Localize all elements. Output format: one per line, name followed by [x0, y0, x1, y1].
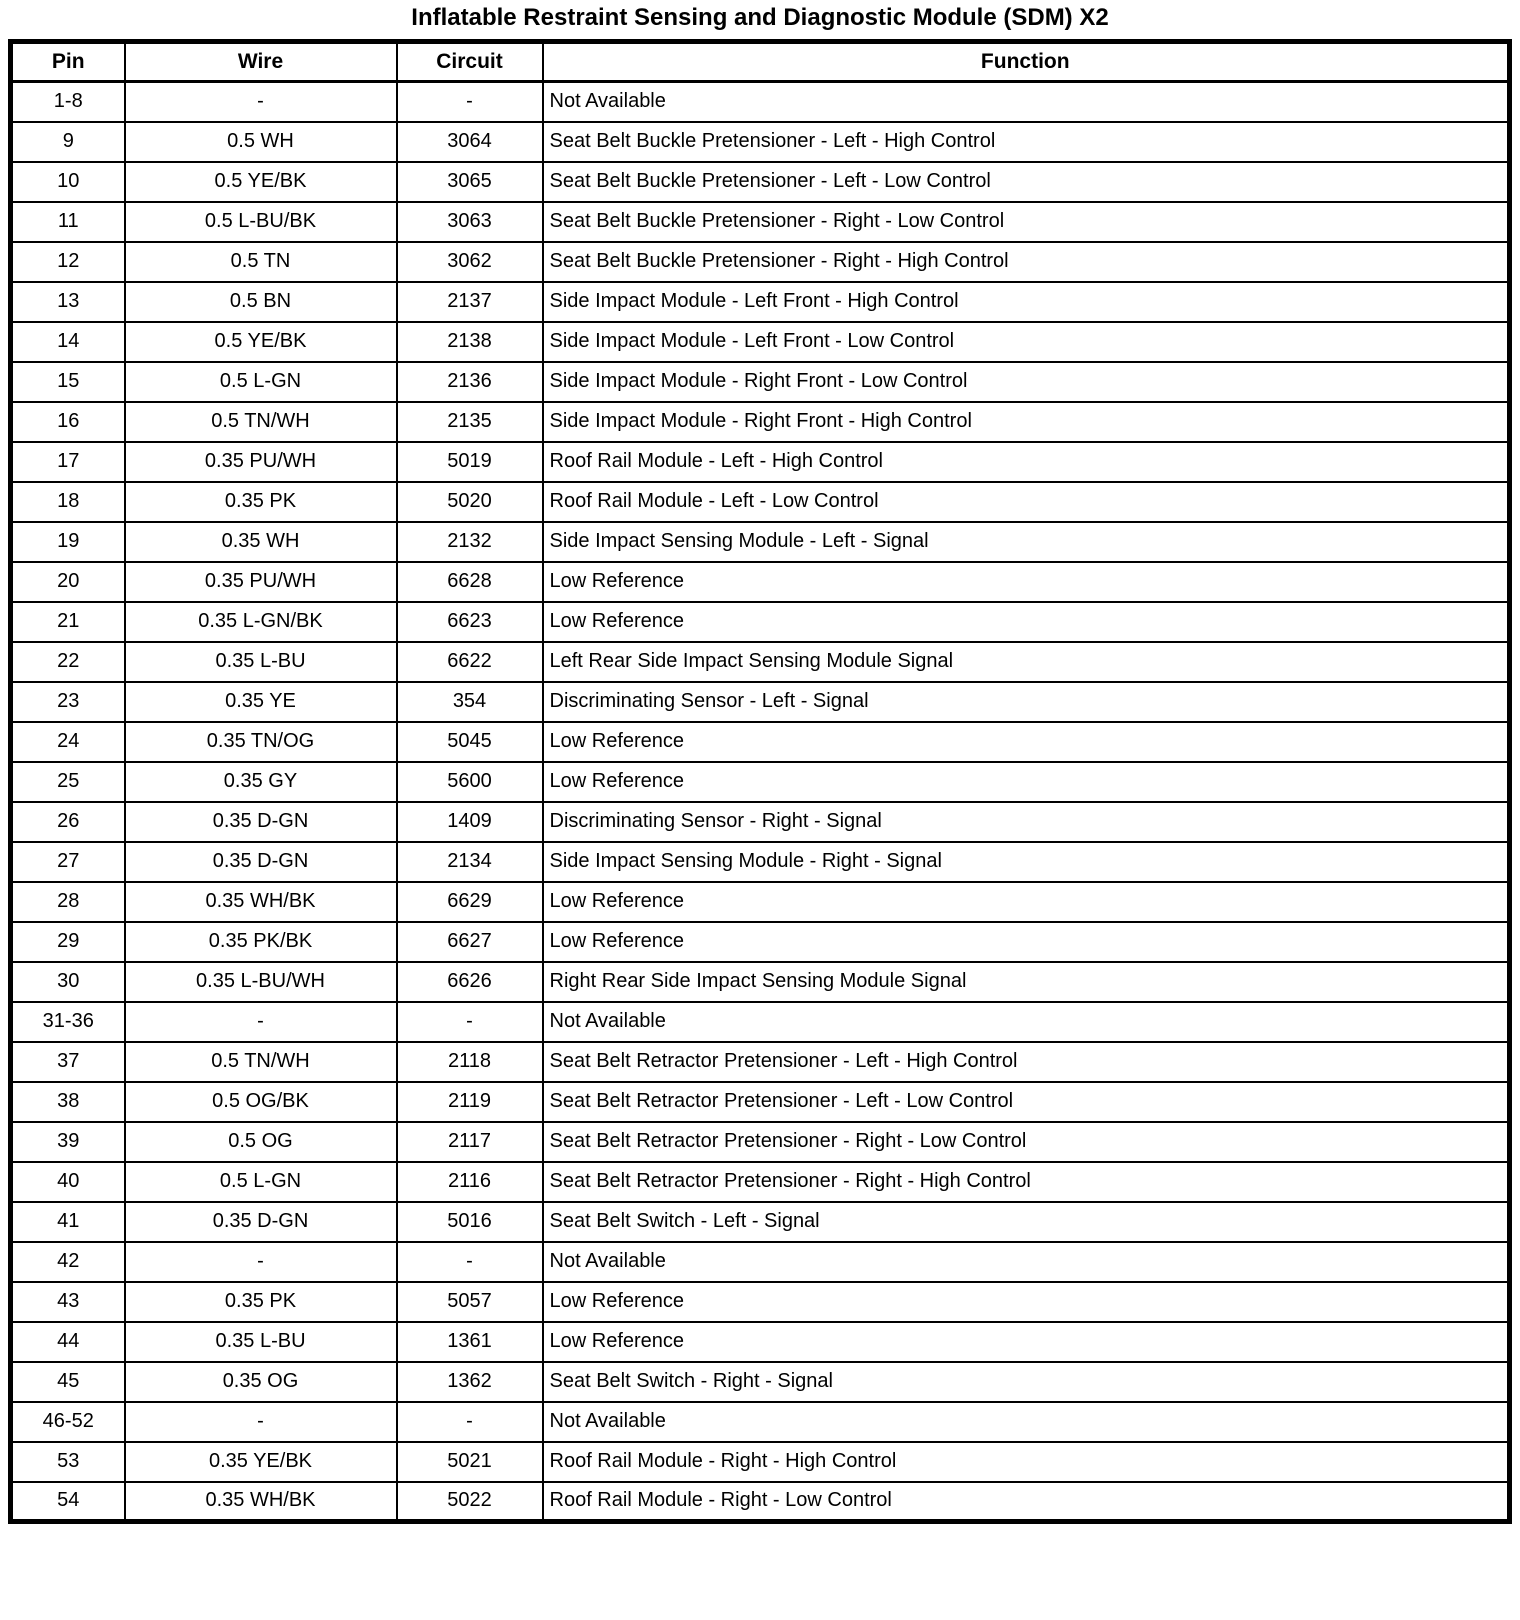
function-cell: Side Impact Module - Right Front - Low Control: [543, 362, 1510, 402]
function-cell: Seat Belt Buckle Pretensioner - Right - Low Control: [543, 202, 1510, 242]
circuit-cell: 5600: [397, 762, 543, 802]
wire-cell: 0.5 TN/WH: [125, 1042, 397, 1082]
function-cell: Low Reference: [543, 882, 1510, 922]
pin-cell: 31-36: [11, 1002, 125, 1042]
pin-cell: 15: [11, 362, 125, 402]
pin-cell: 24: [11, 722, 125, 762]
table-row: [11, 1482, 1510, 1522]
pin-cell: 54: [11, 1482, 125, 1522]
table-row: [11, 522, 1510, 562]
circuit-cell: -: [397, 82, 543, 122]
pin-cell: 23: [11, 682, 125, 722]
pin-cell: 42: [11, 1242, 125, 1282]
pin-cell: 40: [11, 1162, 125, 1202]
pin-cell: 16: [11, 402, 125, 442]
pin-cell: 45: [11, 1362, 125, 1402]
function-cell: Seat Belt Retractor Pretensioner - Left - High Control: [543, 1042, 1510, 1082]
function-cell: Side Impact Sensing Module - Left - Signal: [543, 522, 1510, 562]
table-row: [11, 82, 1510, 122]
pin-cell: 25: [11, 762, 125, 802]
circuit-cell: 2135: [397, 402, 543, 442]
pin-cell: 26: [11, 802, 125, 842]
wire-cell: -: [125, 82, 397, 122]
wire-cell: 0.5 TN/WH: [125, 402, 397, 442]
function-cell: Side Impact Module - Left Front - Low Control: [543, 322, 1510, 362]
table-row: [11, 1122, 1510, 1162]
pin-cell: 44: [11, 1322, 125, 1362]
circuit-cell: 5016: [397, 1202, 543, 1242]
wire-cell: 0.5 WH: [125, 122, 397, 162]
pin-cell: 14: [11, 322, 125, 362]
wire-cell: 0.35 OG: [125, 1362, 397, 1402]
function-cell: Seat Belt Retractor Pretensioner - Left - Low Control: [543, 1082, 1510, 1122]
wire-cell: -: [125, 1242, 397, 1282]
pin-cell: 1-8: [11, 82, 125, 122]
wire-cell: 0.35 L-BU: [125, 642, 397, 682]
circuit-cell: 2136: [397, 362, 543, 402]
wire-cell: 0.35 PU/WH: [125, 562, 397, 602]
pin-cell: 22: [11, 642, 125, 682]
pin-cell: 38: [11, 1082, 125, 1122]
function-cell: Seat Belt Switch - Right - Signal: [543, 1362, 1510, 1402]
function-cell: Seat Belt Buckle Pretensioner - Left - High Control: [543, 122, 1510, 162]
table-row: [11, 482, 1510, 522]
wire-cell: 0.5 BN: [125, 282, 397, 322]
table-row: [11, 962, 1510, 1002]
function-cell: Low Reference: [543, 1322, 1510, 1362]
pin-cell: 37: [11, 1042, 125, 1082]
function-cell: Discriminating Sensor - Left - Signal: [543, 682, 1510, 722]
circuit-cell: 2118: [397, 1042, 543, 1082]
wire-cell: 0.35 WH: [125, 522, 397, 562]
function-column-header: Function: [543, 42, 1510, 82]
table-row: [11, 922, 1510, 962]
circuit-cell: 1409: [397, 802, 543, 842]
table-row: [11, 1242, 1510, 1282]
circuit-cell: 3062: [397, 242, 543, 282]
wire-cell: 0.5 L-BU/BK: [125, 202, 397, 242]
wire-cell: 0.35 PK/BK: [125, 922, 397, 962]
wire-cell: 0.35 PK: [125, 1282, 397, 1322]
function-cell: Roof Rail Module - Left - High Control: [543, 442, 1510, 482]
function-cell: Seat Belt Buckle Pretensioner - Right - High Control: [543, 242, 1510, 282]
table-row: [11, 1202, 1510, 1242]
wire-cell: 0.5 YE/BK: [125, 322, 397, 362]
function-cell: Side Impact Sensing Module - Right - Signal: [543, 842, 1510, 882]
function-cell: Seat Belt Retractor Pretensioner - Right - High Control: [543, 1162, 1510, 1202]
table-row: [11, 762, 1510, 802]
header-row: [11, 42, 1510, 82]
circuit-cell: -: [397, 1002, 543, 1042]
function-cell: Discriminating Sensor - Right - Signal: [543, 802, 1510, 842]
circuit-cell: -: [397, 1242, 543, 1282]
table-row: [11, 882, 1510, 922]
function-cell: Low Reference: [543, 1282, 1510, 1322]
wire-cell: 0.35 TN/OG: [125, 722, 397, 762]
table-row: [11, 1362, 1510, 1402]
pin-cell: 39: [11, 1122, 125, 1162]
circuit-cell: 5021: [397, 1442, 543, 1482]
circuit-cell: 6629: [397, 882, 543, 922]
circuit-cell: 3065: [397, 162, 543, 202]
table-row: [11, 562, 1510, 602]
circuit-cell: 1361: [397, 1322, 543, 1362]
wire-cell: 0.35 L-BU: [125, 1322, 397, 1362]
wire-cell: 0.35 L-GN/BK: [125, 602, 397, 642]
function-cell: Seat Belt Retractor Pretensioner - Right - Low Control: [543, 1122, 1510, 1162]
pin-cell: 10: [11, 162, 125, 202]
wire-cell: 0.35 L-BU/WH: [125, 962, 397, 1002]
circuit-cell: 5057: [397, 1282, 543, 1322]
table-row: [11, 202, 1510, 242]
circuit-cell: 5045: [397, 722, 543, 762]
pin-cell: 30: [11, 962, 125, 1002]
pin-cell: 11: [11, 202, 125, 242]
circuit-cell: 354: [397, 682, 543, 722]
pin-cell: 18: [11, 482, 125, 522]
function-cell: Low Reference: [543, 762, 1510, 802]
table-row: [11, 322, 1510, 362]
wire-cell: -: [125, 1402, 397, 1442]
wire-column-header: Wire: [125, 42, 397, 82]
table-row: [11, 1002, 1510, 1042]
wire-cell: 0.5 YE/BK: [125, 162, 397, 202]
pin-cell: 12: [11, 242, 125, 282]
circuit-cell: 2132: [397, 522, 543, 562]
pin-cell: 41: [11, 1202, 125, 1242]
wire-cell: 0.35 YE/BK: [125, 1442, 397, 1482]
circuit-cell: 5020: [397, 482, 543, 522]
pin-column-header: Pin: [11, 42, 125, 82]
function-cell: Not Available: [543, 1402, 1510, 1442]
wire-cell: 0.35 GY: [125, 762, 397, 802]
function-cell: Low Reference: [543, 562, 1510, 602]
table-row: [11, 722, 1510, 762]
table-row: [11, 442, 1510, 482]
wire-cell: 0.5 TN: [125, 242, 397, 282]
function-cell: Not Available: [543, 82, 1510, 122]
pinout-table: [8, 39, 1512, 1524]
table-row: [11, 1082, 1510, 1122]
circuit-cell: 3064: [397, 122, 543, 162]
wire-cell: 0.35 YE: [125, 682, 397, 722]
table-row: [11, 1402, 1510, 1442]
circuit-cell: 3063: [397, 202, 543, 242]
function-cell: Seat Belt Buckle Pretensioner - Left - Low Control: [543, 162, 1510, 202]
wire-cell: 0.35 D-GN: [125, 1202, 397, 1242]
function-cell: Right Rear Side Impact Sensing Module Signal: [543, 962, 1510, 1002]
pin-cell: 17: [11, 442, 125, 482]
wire-cell: 0.35 D-GN: [125, 802, 397, 842]
table-row: [11, 1162, 1510, 1202]
pin-cell: 46-52: [11, 1402, 125, 1442]
circuit-cell: 1362: [397, 1362, 543, 1402]
table-row: [11, 802, 1510, 842]
wire-cell: -: [125, 1002, 397, 1042]
circuit-cell: 2119: [397, 1082, 543, 1122]
circuit-cell: 5019: [397, 442, 543, 482]
function-cell: Side Impact Module - Left Front - High Control: [543, 282, 1510, 322]
table-row: [11, 602, 1510, 642]
wire-cell: 0.5 OG: [125, 1122, 397, 1162]
function-cell: Side Impact Module - Right Front - High Control: [543, 402, 1510, 442]
pin-cell: 9: [11, 122, 125, 162]
table-row: [11, 1322, 1510, 1362]
pin-cell: 21: [11, 602, 125, 642]
wire-cell: 0.5 L-GN: [125, 1162, 397, 1202]
table-row: [11, 122, 1510, 162]
pin-cell: 19: [11, 522, 125, 562]
table-row: [11, 282, 1510, 322]
table-row: [11, 682, 1510, 722]
pin-cell: 13: [11, 282, 125, 322]
pin-cell: 20: [11, 562, 125, 602]
wire-cell: 0.35 WH/BK: [125, 882, 397, 922]
pin-cell: 29: [11, 922, 125, 962]
table-row: [11, 1442, 1510, 1482]
function-cell: Not Available: [543, 1242, 1510, 1282]
wire-cell: 0.35 PU/WH: [125, 442, 397, 482]
table-row: [11, 1042, 1510, 1082]
function-cell: Left Rear Side Impact Sensing Module Signal: [543, 642, 1510, 682]
pin-cell: 53: [11, 1442, 125, 1482]
circuit-cell: 6626: [397, 962, 543, 1002]
function-cell: Seat Belt Switch - Left - Signal: [543, 1202, 1510, 1242]
pin-cell: 27: [11, 842, 125, 882]
circuit-cell: 6628: [397, 562, 543, 602]
function-cell: Roof Rail Module - Right - Low Control: [543, 1482, 1510, 1522]
function-cell: Low Reference: [543, 602, 1510, 642]
circuit-cell: 6627: [397, 922, 543, 962]
wire-cell: 0.35 PK: [125, 482, 397, 522]
circuit-cell: 2137: [397, 282, 543, 322]
wire-cell: 0.5 L-GN: [125, 362, 397, 402]
circuit-cell: 6623: [397, 602, 543, 642]
function-cell: Roof Rail Module - Right - High Control: [543, 1442, 1510, 1482]
circuit-column-header: Circuit: [397, 42, 543, 82]
circuit-cell: -: [397, 1402, 543, 1442]
circuit-cell: 2134: [397, 842, 543, 882]
function-cell: Not Available: [543, 1002, 1510, 1042]
circuit-cell: 5022: [397, 1482, 543, 1522]
wire-cell: 0.35 D-GN: [125, 842, 397, 882]
function-cell: Roof Rail Module - Left - Low Control: [543, 482, 1510, 522]
circuit-cell: 2116: [397, 1162, 543, 1202]
circuit-cell: 6622: [397, 642, 543, 682]
table-row: [11, 642, 1510, 682]
function-cell: Low Reference: [543, 922, 1510, 962]
function-cell: Low Reference: [543, 722, 1510, 762]
page-title: Inflatable Restraint Sensing and Diagnostic Module (SDM) X2: [411, 4, 1109, 31]
pin-cell: 28: [11, 882, 125, 922]
circuit-cell: 2117: [397, 1122, 543, 1162]
wire-cell: 0.5 OG/BK: [125, 1082, 397, 1122]
pinout-table-body: [11, 82, 1510, 1522]
pinout-table-header: [11, 42, 1510, 82]
circuit-cell: 2138: [397, 322, 543, 362]
pin-cell: 43: [11, 1282, 125, 1322]
table-row: [11, 1282, 1510, 1322]
wire-cell: 0.35 WH/BK: [125, 1482, 397, 1522]
table-row: [11, 242, 1510, 282]
table-row: [11, 402, 1510, 442]
table-row: [11, 842, 1510, 882]
table-row: [11, 162, 1510, 202]
table-row: [11, 362, 1510, 402]
